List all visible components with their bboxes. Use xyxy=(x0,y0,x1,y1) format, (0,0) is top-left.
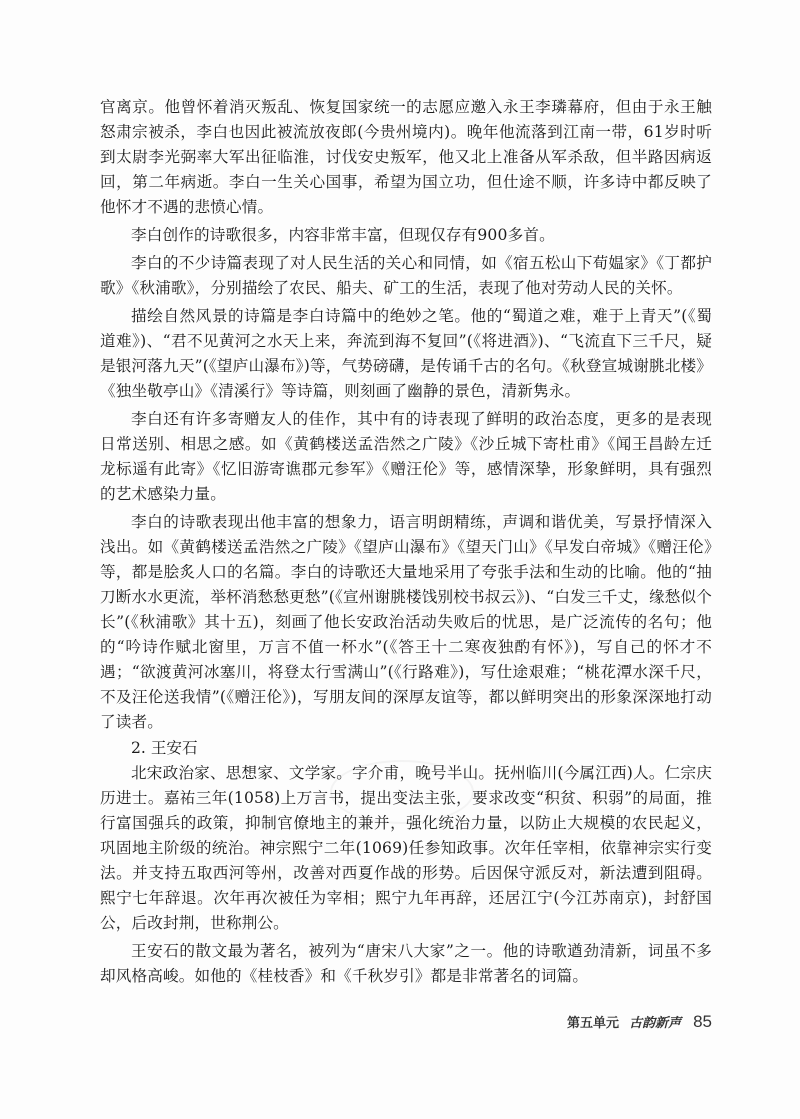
paragraph-wang-anshi-biography: 北宋政治家、思想家、文学家。字介甫，晚号半山。抚州临川(今属江西)人。仁宗庆历进士。嘉祐三年(1058)上万言书，提出变法主张，要求改变“积贫、积弱”的局面，推行富国强兵的政策，抑制官僚地主的兼并，强化统治力量，以防止大规模的农民起义，巩固地主阶级的统治。神宗熙宁二年(1069)任参知政事。次年任宰相，依靠神宗实行变法。并支持五取西河等州，改善对西夏作战的形势。后因保守派反对，新法遭到阻碍。熙宁七年辞退。次年再次被任为宰相；熙宁九年再辞，还居江宁(今江苏南京)，封舒国公，后改封荆，世称荆公。 xyxy=(100,764,712,932)
page-body xyxy=(100,95,712,989)
section-heading-wang-anshi: 2. 王安石 xyxy=(131,739,198,757)
paragraph-wang-anshi-works: 王安石的散文最为著名，被列为“唐宋八大家”之一。他的诗歌遒劲清新，词虽不多却风格高峻。如他的《桂枝香》和《千秋岁引》都是非常著名的词篇。 xyxy=(100,942,712,985)
paragraph-li-bai-landscape: 描绘自然风景的诗篇是李白诗篇中的绝妙之笔。他的“蜀道之难，难于上青天”(《蜀道难》)、“君不见黄河之水天上来，奔流到海不复回”(《将进酒》)、“飞流直下三千尺，疑是银河落九天”(《望庐山瀑布》)等，气势磅礴，是传诵千古的名句。《秋登宣城谢朓北楼》《独坐敬亭山》《清溪行》等诗篇，则刻画了幽静的景色，清新隽永。 xyxy=(100,307,712,400)
page-number: 85 xyxy=(693,1012,712,1031)
page-footer xyxy=(540,1012,712,1036)
paragraph-li-bai-poem-count: 李白创作的诗歌很多，内容非常丰富，但现仅存有900多首。 xyxy=(131,226,555,244)
paragraph-li-bai-friends: 李白还有许多寄赠友人的佳作，其中有的诗表现了鲜明的政治态度，更多的是表现日常送别、相思之感。如《黄鹤楼送孟浩然之广陵》《沙丘城下寄杜甫》《闻王昌龄左迁龙标遥有此寄》《忆旧游寄谯郡元参军》《赠汪伦》等，感情深挚，形象鲜明，具有强烈的艺术感染力量。 xyxy=(100,410,712,503)
footer-unit-subtitle: 古韵新声 xyxy=(629,1016,682,1031)
paragraph-li-bai-people: 李白的不少诗篇表现了对人民生活的关心和同情，如《宿五松山下荀媪家》《丁都护歌》《秋浦歌》，分别描绘了农民、船夫、矿工的生活，表现了他对劳动人民的关怀。 xyxy=(100,254,712,297)
paragraph-li-bai-style: 李白的诗歌表现出他丰富的想象力，语言明朗精练，声调和谐优美，写景抒情深入浅出。如《黄鹤楼送孟浩然之广陵》《望庐山瀑布》《望天门山》《早发白帝城》《赠汪伦》等，都是脍炙人口的名篇。李白的诗歌还大量地采用了夸张手法和生动的比喻。他的“抽刀断水水更流，举杯消愁愁更愁”(《宣州谢朓楼饯别校书叔云》)、“白发三千丈，缘愁似个长”(《秋浦歌》其十五)，刻画了他长安政治活动失败后的忧思，是广泛流传的名句；他的“吟诗作赋北窗里，万言不值一杯水”(《答王十二寒夜独酌有怀》)，写自己的怀才不遇；“欲渡黄河冰塞川，将登太行雪满山”(《行路难》)，写仕途艰难；“桃花潭水深千尺，不及汪伦送我情”(《赠汪伦》)，写朋友间的深厚友谊等，都以鲜明突出的形象深深地打动了读者。 xyxy=(100,513,712,731)
paragraph-li-bai-biography: 官离京。他曾怀着消灭叛乱、恢复国家统一的志愿应邀入永王李璘幕府，但由于永王触怒肃宗被杀，李白也因此被流放夜郎(今贵州境内)。晚年他流落到江南一带，61岁时听到太尉李光弼率大军出征临淮，讨伐安史叛军，他又北上准备从军杀敌，但半路因病返回，第二年病逝。李白一生关心国事，希望为国立功，但仕途不顺，许多诗中都反映了他怀才不遇的悲愤心情。 xyxy=(100,98,712,216)
footer-unit-label: 第五单元 xyxy=(567,1016,620,1031)
